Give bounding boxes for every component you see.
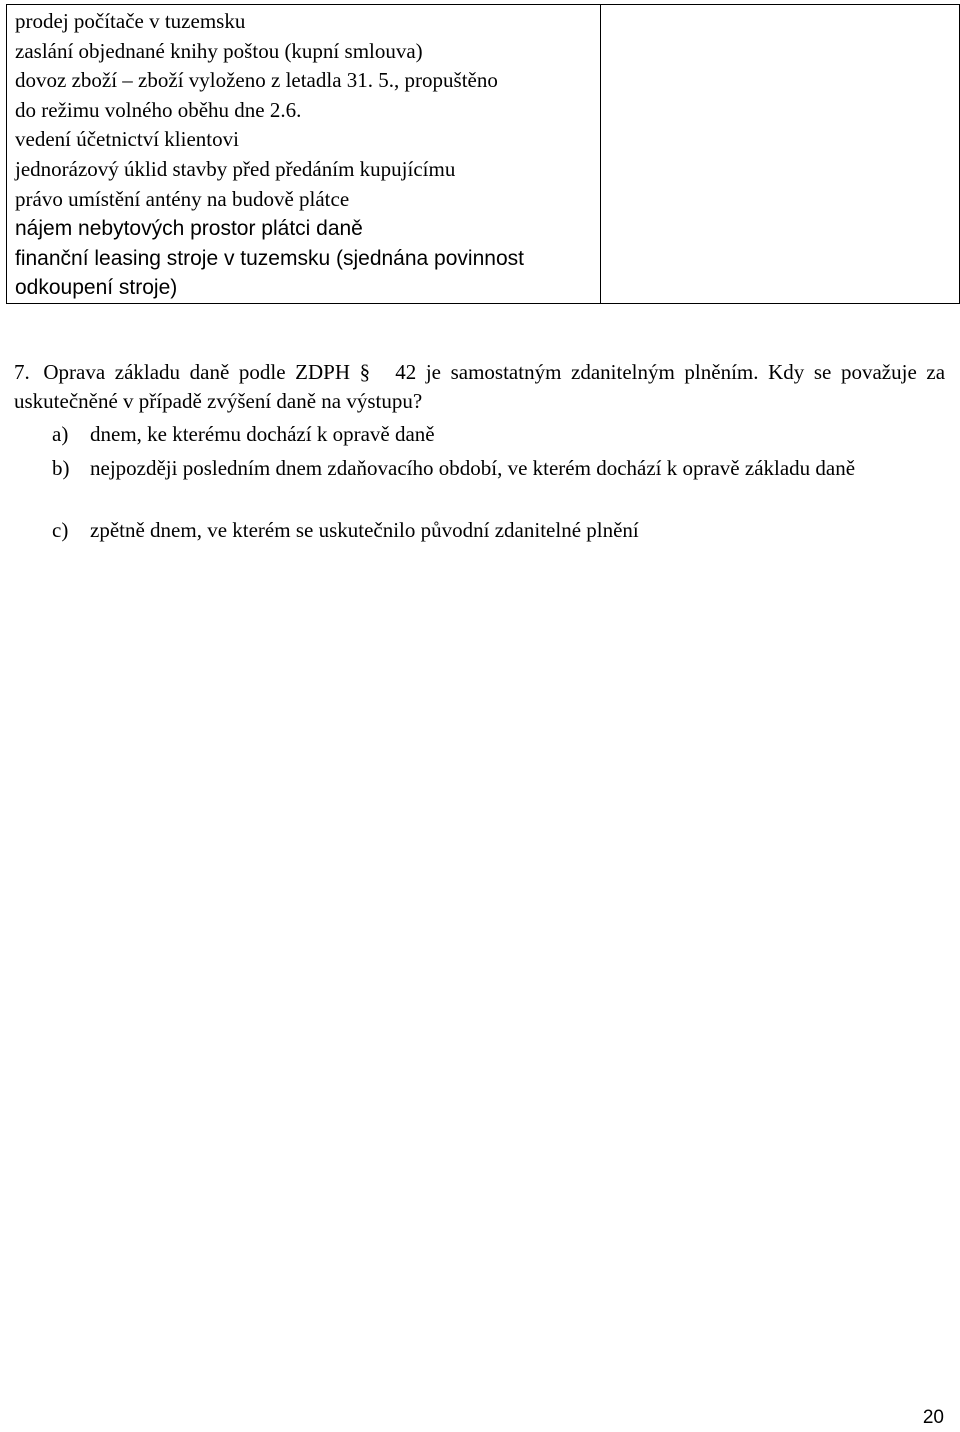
option-text: dnem, ke kterému dochází k opravě daně	[90, 422, 435, 446]
option-letter: a)	[52, 422, 69, 446]
option-b[interactable]	[52, 454, 952, 483]
option-text: zpětně dnem, ve kterém se uskutečnilo původní zdanitelné plnění	[90, 518, 639, 542]
list-item: nájem nebytových prostor plátci daně	[15, 217, 363, 241]
list-item: dovoz zboží – zboží vyloženo z letadla 31. 5., propuštěno	[15, 68, 498, 93]
option-text: nejpozději posledním dnem zdaňovacího období, ve kterém dochází k opravě základu daně	[90, 456, 856, 480]
items-table	[6, 4, 960, 304]
list-item: finanční leasing stroje v tuzemsku (sjednána povinnost	[15, 246, 524, 270]
question-number: 7.	[14, 360, 30, 384]
option-letter: c)	[52, 518, 69, 542]
list-item: odkoupení stroje)	[15, 276, 178, 300]
option-a[interactable]	[52, 420, 952, 449]
paragraph-sign: §	[359, 360, 371, 384]
table-row	[7, 5, 960, 304]
answer-cell[interactable]	[601, 5, 960, 304]
list-item: prodej počítače v tuzemsku	[15, 9, 246, 33]
question-7	[14, 358, 945, 416]
list-item: vedení účetnictví klientovi	[15, 127, 239, 152]
list-item: jednorázový úklid stavby před předáním kupujícímu	[15, 156, 456, 181]
items-cell	[7, 5, 601, 304]
option-letter: b)	[52, 456, 70, 480]
question-text-start: Oprava základu daně podle ZDPH	[43, 360, 351, 384]
list-item: zaslání objednané knihy poštou (kupní smlouva)	[15, 38, 423, 63]
question-text-end: 42 je samostatným zdanitelným plněním. Kdy se považuje za uskutečněné v případě zvýšení daně na výstupu?	[14, 360, 946, 413]
page-number: 20	[922, 1407, 944, 1428]
option-c[interactable]	[52, 516, 952, 545]
list-item: právo umístění antény na budově plátce	[15, 186, 350, 211]
list-item: do režimu volného oběhu dne 2.6.	[15, 97, 302, 122]
